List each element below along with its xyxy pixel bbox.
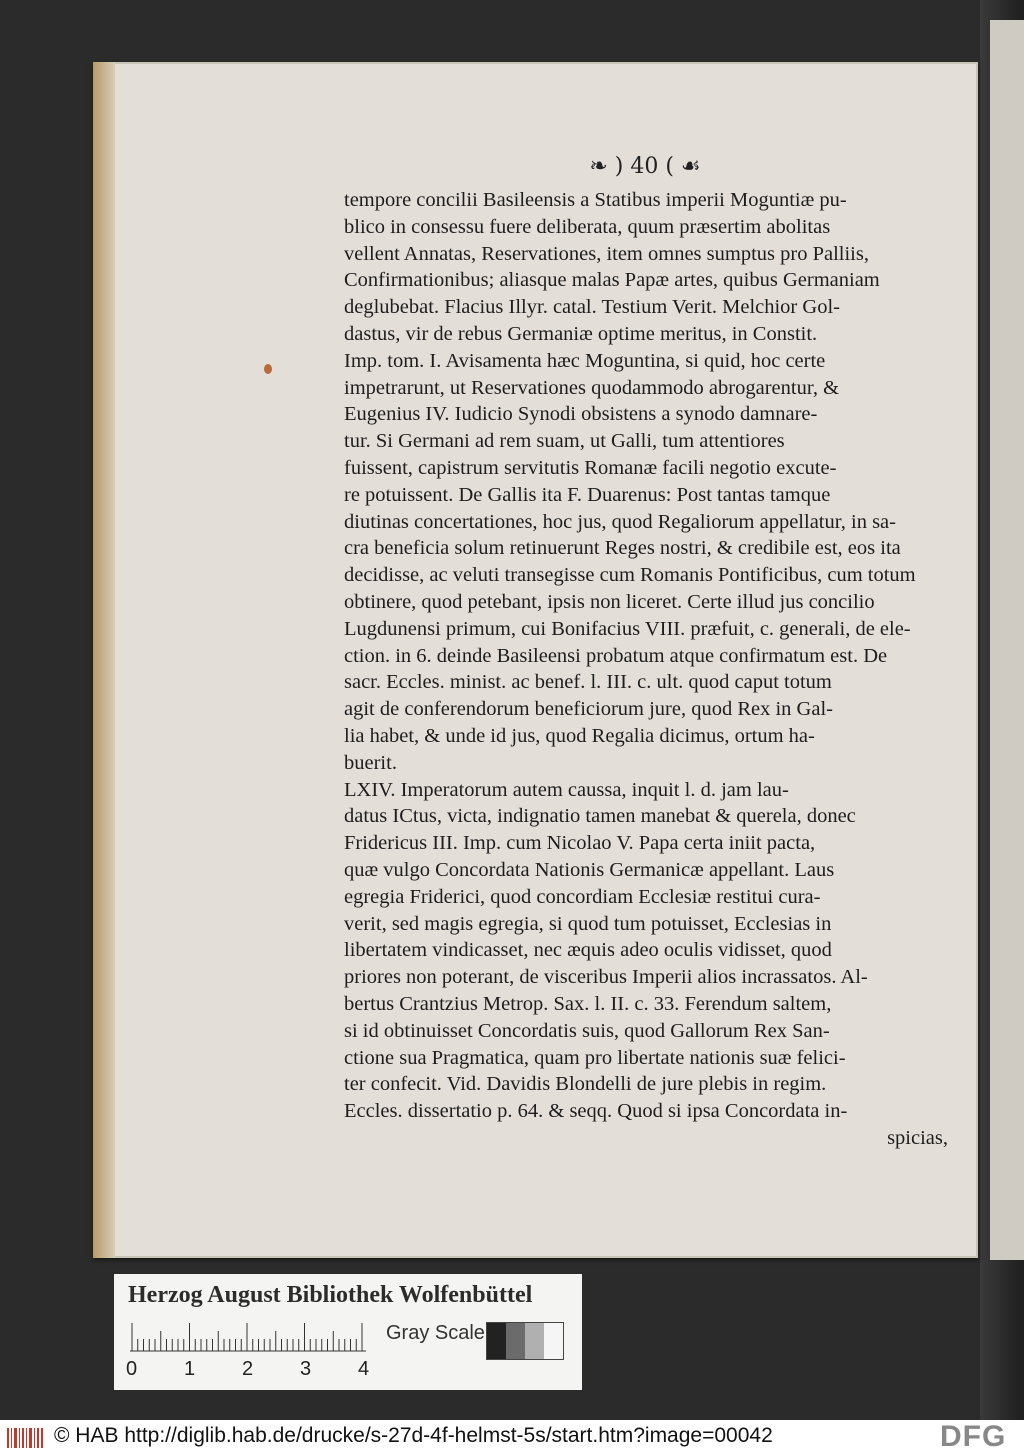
text-line: ction. in 6. deinde Basileensi probatum atque confirmatum est. De	[344, 644, 888, 667]
text-line: Lugdunensi primum, cui Bonifacius VIII. præfuit, c. generali, de ele-	[344, 617, 911, 640]
text-line: LXIV. Imperatorum autem caussa, inquit l. d. jam lau-	[344, 778, 789, 801]
text-line: ctione sua Pragmatica, quam pro libertate nationis suæ felici-	[344, 1046, 846, 1069]
text-line: Eccles. dissertatio p. 64. & seqq. Quod si ipsa Concordata in-	[344, 1100, 848, 1123]
library-color-card	[114, 1274, 582, 1390]
text-line: quæ vulgo Concordata Nationis Germanicæ appellant. Laus	[344, 858, 835, 881]
gray-scale-swatches	[486, 1322, 564, 1360]
text-line: fuissent, capistrum servitutis Romanæ facili negotio excute-	[344, 456, 837, 479]
text-line: ter confecit. Vid. Davidis Blondelli de jure plebis in regim.	[344, 1073, 827, 1096]
text-line: buerit.	[344, 751, 397, 774]
text-line: libertatem vindicasset, nec æquis adeo oculis vidisset, quod	[344, 939, 832, 962]
ruler-numbers	[126, 1358, 396, 1380]
library-name: Herzog August Bibliothek Wolfenbüttel	[128, 1282, 533, 1308]
barcode-icon	[6, 1426, 46, 1450]
text-line: si id obtinuisset Concordatis suis, quod Gallorum Rex San-	[344, 1019, 830, 1042]
copyright-url: © HAB http://diglib.hab.de/drucke/s-27d-4f-helmst-5s/start.htm?image=00042	[54, 1424, 773, 1447]
text-line: decidisse, ac veluti transegisse cum Romanis Pontificibus, cum totum	[344, 564, 916, 587]
text-line: priores non poterant, de visceribus Imperii alios incrassatos. Al-	[344, 966, 868, 989]
dfg-logo: DFG	[940, 1420, 1007, 1453]
ruler-number: 3	[300, 1358, 312, 1380]
text-line: tempore concilii Basileensis a Statibus imperii Moguntiæ pu-	[344, 189, 847, 211]
text-line: datus ICtus, victa, indignatio tamen manebat & querela, donec	[344, 805, 856, 828]
gray-swatch	[506, 1323, 525, 1359]
text-line: Eugenius IV. Iudicio Synodi obsistens a synodo damnare-	[344, 403, 818, 426]
gray-swatch	[525, 1323, 544, 1359]
text-line: cra beneficia solum retinuerunt Reges nostri, & credibile est, eos ita	[344, 537, 901, 560]
ruler-number: 1	[184, 1358, 196, 1380]
text-line: diutinas concertationes, hoc jus, quod Regaliorum appellatur, in sa-	[344, 510, 896, 533]
ruler-number: 2	[242, 1358, 254, 1380]
text-line: vellent Annatas, Reservationes, item omnes sumptus pro Palliis,	[344, 242, 869, 265]
text-line: tur. Si Germani ad rem suam, ut Galli, tum attentiores	[344, 430, 785, 453]
text-line: bertus Crantzius Metrop. Sax. l. II. c. 33. Ferendum saltem,	[344, 992, 832, 1015]
gray-scale-label: Gray Scale	[386, 1322, 485, 1344]
text-line: impetrarunt, ut Reservationes quodammodo abrogarentur, &	[344, 376, 840, 399]
page-gutter-edge	[93, 62, 115, 1258]
text-line: re potuissent. De Gallis ita F. Duarenus: Post tantas tamque	[344, 483, 831, 506]
text-line: egregia Friderici, quod concordiam Ecclesiæ restitui cura-	[344, 885, 821, 908]
body-text	[344, 187, 948, 1152]
ruler-number: 0	[126, 1358, 138, 1380]
text-line: blico in consessu fuere deliberata, quum præsertim abolitas	[344, 215, 831, 238]
foxing-spot	[264, 364, 272, 374]
text-line: Fridericus III. Imp. cum Nicolao V. Papa certa iniit pacta,	[344, 832, 816, 855]
text-line: Imp. tom. I. Avisamenta hæc Moguntina, si quid, hoc certe	[344, 349, 826, 372]
gray-swatch	[544, 1323, 563, 1359]
text-line: deglubebat. Flacius Illyr. catal. Testium Verit. Melchior Gol-	[344, 296, 840, 319]
gray-swatch	[487, 1323, 506, 1359]
text-line: verit, sed magis egregia, si quod tum potuisset, Ecclesias in	[344, 912, 832, 935]
footer-bar	[0, 1420, 1024, 1456]
ruler-scale	[130, 1322, 366, 1352]
facing-page-edge	[990, 20, 1024, 1260]
text-line: spicias,	[887, 1126, 948, 1149]
text-line: sacr. Eccles. minist. ac benef. l. III. c. ult. quod caput totum	[344, 671, 832, 694]
text-line: Confirmationibus; aliasque malas Papæ artes, quibus Germaniam	[344, 269, 880, 292]
text-line: obtinere, quod petebant, ipsis non liceret. Certe illud jus concilio	[344, 590, 875, 613]
text-line: agit de conferendorum beneficiorum jure, quod Rex in Gal-	[344, 698, 833, 721]
page-number-header: ❧ ) 40 ( ☙	[589, 154, 701, 179]
text-line: lia habet, & unde id jus, quod Regalia dicimus, ortum ha-	[344, 724, 815, 747]
text-line: dastus, vir de rebus Germaniæ optime meritus, in Constit.	[344, 322, 818, 345]
ruler-number: 4	[358, 1358, 370, 1380]
